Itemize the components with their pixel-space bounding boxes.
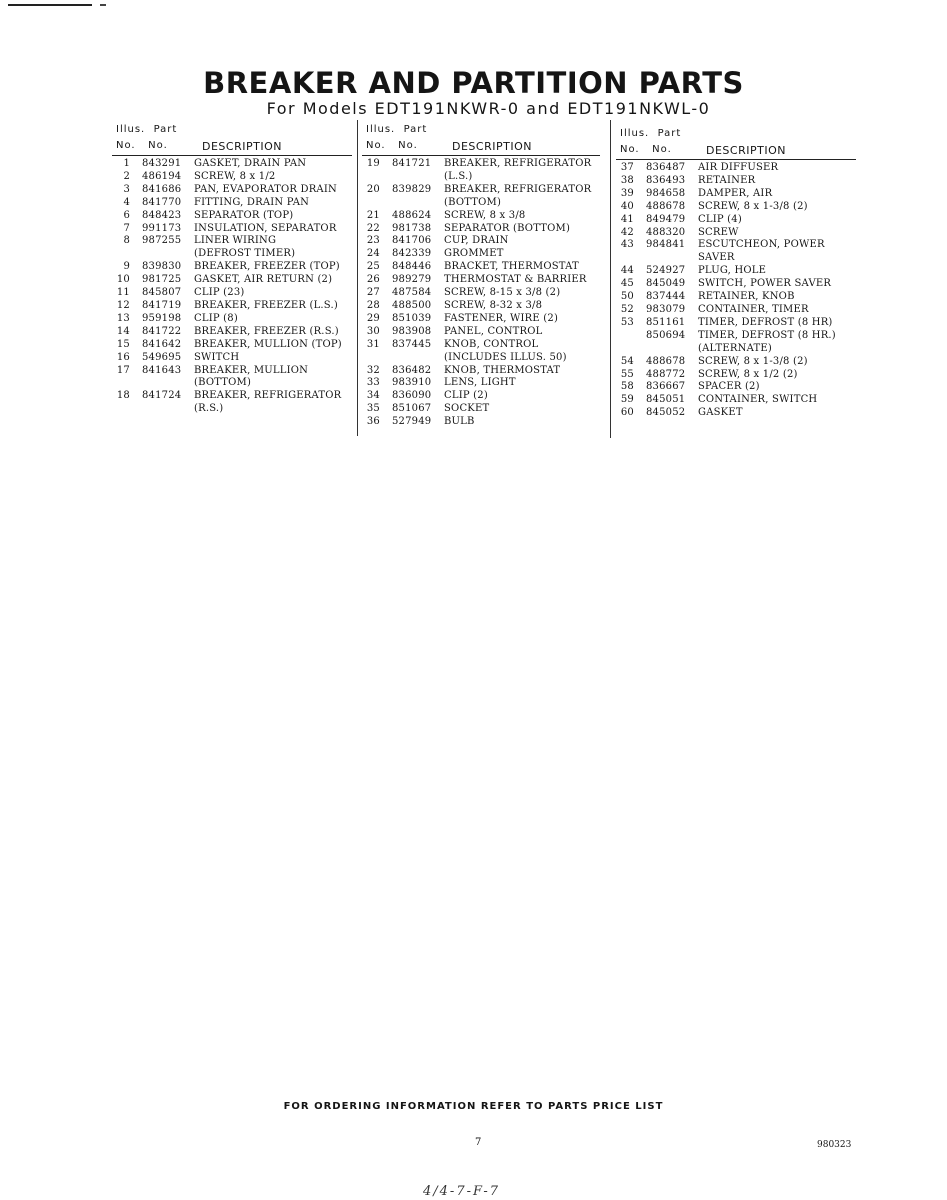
page-number: 7 <box>475 1137 482 1148</box>
part-number: 845052 <box>646 407 686 419</box>
parts-row <box>362 274 600 287</box>
part-description: SAVER <box>698 252 735 264</box>
parts-row <box>362 416 600 429</box>
part-number: 527949 <box>392 416 432 428</box>
part-description: PAN, EVAPORATOR DRAIN <box>194 183 337 195</box>
header-no: No. No. <box>366 140 418 151</box>
part-number: 488678 <box>646 200 686 212</box>
illus-number: 20 <box>366 183 380 195</box>
part-number: 981725 <box>142 274 182 286</box>
parts-row <box>616 291 856 304</box>
header-description: DESCRIPTION <box>452 140 532 153</box>
illus-number: 19 <box>366 158 380 169</box>
illus-number: 22 <box>366 222 380 234</box>
part-description: GASKET <box>698 407 743 419</box>
part-number: 845051 <box>646 394 686 406</box>
part-number: 841770 <box>142 196 182 208</box>
header-illus: Illus. Part <box>116 124 178 135</box>
parts-row <box>112 235 352 248</box>
header-no: No. No. <box>620 144 672 155</box>
part-number: 836667 <box>646 381 686 393</box>
illus-number: 53 <box>620 316 634 328</box>
illus-number: 60 <box>620 407 634 419</box>
part-number: 524927 <box>646 265 686 277</box>
parts-row <box>616 407 856 420</box>
part-description: PLUG, HOLE <box>698 265 767 277</box>
illus-number: 7 <box>123 222 130 234</box>
part-description: SEPARATOR (BOTTOM) <box>444 222 571 234</box>
illus-number: 39 <box>620 187 634 199</box>
parts-row <box>616 330 856 343</box>
part-description: BREAKER, REFRIGERATOR <box>444 158 592 169</box>
parts-row <box>362 300 600 313</box>
part-description: SEPARATOR (TOP) <box>194 209 294 221</box>
part-description: AIR DIFFUSER <box>698 162 779 173</box>
part-description: LENS, LIGHT <box>444 377 516 389</box>
model-subtitle: For Models EDT191NKWR-0 and EDT191NKWL-0 <box>266 99 711 118</box>
header-rule <box>362 155 600 156</box>
part-description: INSULATION, SEPARATOR <box>194 222 337 234</box>
part-description: CLIP (8) <box>194 312 238 324</box>
part-description: KNOB, THERMOSTAT <box>444 364 561 376</box>
illus-number: 18 <box>116 390 130 402</box>
parts-list <box>616 162 856 420</box>
part-description: (R.S.) <box>194 403 224 415</box>
part-description: RETAINER <box>698 174 756 186</box>
parts-row <box>112 377 352 390</box>
header-description: DESCRIPTION <box>202 140 282 153</box>
part-number: 486194 <box>142 170 182 182</box>
part-number: 959198 <box>142 312 182 324</box>
part-description: TIMER, DEFROST (8 HR.) <box>698 329 836 341</box>
illus-number: 43 <box>620 239 634 251</box>
column-header <box>112 120 352 158</box>
parts-row <box>616 356 856 369</box>
parts-row <box>112 210 352 223</box>
part-number: 851161 <box>646 316 686 328</box>
parts-row <box>362 365 600 378</box>
part-description: FASTENER, WIRE (2) <box>444 312 559 324</box>
parts-row <box>112 352 352 365</box>
parts-row <box>616 265 856 278</box>
part-description: SWITCH, POWER SAVER <box>698 278 832 290</box>
illus-number: 25 <box>366 261 380 273</box>
illus-number: 40 <box>620 200 634 212</box>
part-number: 981738 <box>392 222 432 234</box>
part-number: 841643 <box>142 364 182 376</box>
illus-number: 38 <box>620 174 634 186</box>
part-number: 841719 <box>142 299 182 311</box>
part-description: SCREW, 8 x 1-3/8 (2) <box>698 200 808 212</box>
illus-number: 11 <box>116 287 130 299</box>
part-description: CUP, DRAIN <box>444 235 509 247</box>
part-number: 991173 <box>142 222 182 234</box>
illus-number: 37 <box>620 162 634 173</box>
part-description: SCREW <box>698 226 739 238</box>
handwritten-note: 4/4-7-F-7 <box>423 1184 501 1199</box>
parts-row <box>112 158 352 171</box>
illus-number: 6 <box>123 209 130 221</box>
parts-row <box>616 227 856 240</box>
part-description: PANEL, CONTROL <box>444 325 543 337</box>
parts-row <box>362 390 600 403</box>
parts-row <box>362 248 600 261</box>
part-description: GROMMET <box>444 248 504 260</box>
part-description: CONTAINER, TIMER <box>698 303 809 315</box>
illus-number: 8 <box>123 235 130 247</box>
part-number: 488678 <box>646 355 686 367</box>
part-number: 987255 <box>142 235 182 247</box>
part-description: (DEFROST TIMER) <box>194 248 296 260</box>
parts-row <box>112 197 352 210</box>
part-description: SCREW, 8 x 1/2 (2) <box>698 368 798 380</box>
part-number: 983910 <box>392 377 432 389</box>
parts-row <box>362 287 600 300</box>
part-number: 841686 <box>142 183 182 195</box>
parts-row <box>112 326 352 339</box>
parts-row <box>362 235 600 248</box>
header-illus: Illus. Part <box>620 128 682 139</box>
parts-column-3 <box>616 120 856 420</box>
part-number: 984658 <box>646 187 686 199</box>
parts-row <box>362 339 600 352</box>
part-description: ESCUTCHEON, POWER <box>698 239 825 251</box>
illus-number: 59 <box>620 394 634 406</box>
part-description: CLIP (23) <box>194 287 245 299</box>
parts-row <box>616 381 856 394</box>
part-description: (ALTERNATE) <box>698 342 772 354</box>
part-description: THERMOSTAT & BARRIER <box>444 274 587 286</box>
part-description: BREAKER, FREEZER (R.S.) <box>194 325 339 337</box>
parts-row <box>112 300 352 313</box>
part-number: 848423 <box>142 209 182 221</box>
parts-row <box>362 261 600 274</box>
illus-number: 41 <box>620 213 634 225</box>
part-number: 841721 <box>392 158 432 169</box>
parts-column-2 <box>362 120 600 429</box>
part-description: BREAKER, FREEZER (L.S.) <box>194 299 338 311</box>
part-description: BULB <box>444 416 475 428</box>
parts-row <box>112 287 352 300</box>
illus-number: 12 <box>116 299 130 311</box>
illus-number: 32 <box>366 364 380 376</box>
parts-row <box>362 197 600 210</box>
illus-number: 15 <box>116 338 130 350</box>
illus-number: 24 <box>366 248 380 260</box>
parts-row <box>112 261 352 274</box>
part-number: 851067 <box>392 403 432 415</box>
part-number: 848446 <box>392 261 432 273</box>
part-number: 549695 <box>142 351 182 363</box>
part-description: CLIP (2) <box>444 390 488 402</box>
part-number: 989279 <box>392 274 432 286</box>
part-description: DAMPER, AIR <box>698 187 773 199</box>
part-description: SCREW, 8 x 1-3/8 (2) <box>698 355 808 367</box>
part-number: 850694 <box>646 329 686 341</box>
part-number: 843291 <box>142 158 182 169</box>
parts-list <box>112 158 352 416</box>
parts-row <box>362 223 600 236</box>
ordering-note: FOR ORDERING INFORMATION REFER TO PARTS PRICE LIST <box>283 1101 664 1112</box>
illus-number: 4 <box>123 196 130 208</box>
parts-row <box>616 317 856 330</box>
illus-number: 54 <box>620 355 634 367</box>
header-illus: Illus. Part <box>366 124 428 135</box>
part-number: 836487 <box>646 162 686 173</box>
parts-row <box>362 171 600 184</box>
parts-row <box>112 274 352 287</box>
top-dash <box>100 4 106 6</box>
part-number: 836090 <box>392 390 432 402</box>
page-title: BREAKER AND PARTITION PARTS <box>203 66 744 100</box>
part-description: SCREW, 8-15 x 3/8 (2) <box>444 287 561 299</box>
header-rule <box>112 155 352 156</box>
part-number: 488500 <box>392 299 432 311</box>
illus-number: 30 <box>366 325 380 337</box>
illus-number: 3 <box>123 183 130 195</box>
illus-number: 2 <box>123 170 130 182</box>
part-description: (BOTTOM) <box>194 377 252 389</box>
part-description: FITTING, DRAIN PAN <box>194 196 310 208</box>
parts-row <box>112 390 352 403</box>
part-number: 836493 <box>646 174 686 186</box>
part-description: (INCLUDES ILLUS. 50) <box>444 351 567 363</box>
parts-row <box>616 369 856 382</box>
illus-number: 34 <box>366 390 380 402</box>
part-description: SOCKET <box>444 403 490 415</box>
illus-number: 16 <box>116 351 130 363</box>
illus-number: 58 <box>620 381 634 393</box>
part-description: SCREW, 8 x 1/2 <box>194 170 276 182</box>
illus-number: 17 <box>116 364 130 376</box>
illus-number: 21 <box>366 209 380 221</box>
illus-number: 26 <box>366 274 380 286</box>
part-number: 851039 <box>392 312 432 324</box>
part-number: 837445 <box>392 338 432 350</box>
part-description: KNOB, CONTROL <box>444 338 539 350</box>
parts-row <box>112 313 352 326</box>
illus-number: 14 <box>116 325 130 337</box>
header-description: DESCRIPTION <box>706 144 786 157</box>
part-number: 837444 <box>646 291 686 303</box>
column-divider-1 <box>357 120 358 436</box>
parts-row <box>616 175 856 188</box>
column-header <box>616 124 856 162</box>
part-number: 836482 <box>392 364 432 376</box>
parts-row <box>616 343 856 356</box>
part-description: GASKET, AIR RETURN (2) <box>194 274 333 286</box>
illus-number: 55 <box>620 368 634 380</box>
part-description: (BOTTOM) <box>444 196 502 208</box>
parts-row <box>362 326 600 339</box>
part-number: 839829 <box>392 183 432 195</box>
parts-list <box>362 158 600 429</box>
part-description: BRACKET, THERMOSTAT <box>444 261 579 273</box>
part-description: CONTAINER, SWITCH <box>698 394 818 406</box>
parts-row <box>362 158 600 171</box>
parts-row <box>616 214 856 227</box>
illus-number: 42 <box>620 226 634 238</box>
part-number: 488624 <box>392 209 432 221</box>
column-divider-2 <box>610 120 611 438</box>
part-number: 842339 <box>392 248 432 260</box>
parts-row <box>362 210 600 223</box>
parts-row <box>616 278 856 291</box>
parts-row <box>616 304 856 317</box>
part-number: 845807 <box>142 287 182 299</box>
parts-row <box>616 239 856 252</box>
parts-column-1 <box>112 120 352 416</box>
part-number: 841706 <box>392 235 432 247</box>
part-description: SWITCH <box>194 351 240 363</box>
parts-row <box>616 162 856 175</box>
header-rule <box>616 159 856 160</box>
part-description: GASKET, DRAIN PAN <box>194 158 307 169</box>
illus-number: 1 <box>123 158 130 169</box>
part-description: SCREW, 8-32 x 3/8 <box>444 299 543 311</box>
illus-number: 27 <box>366 287 380 299</box>
part-number: 849479 <box>646 213 686 225</box>
column-header <box>362 120 600 158</box>
parts-row <box>112 365 352 378</box>
illus-number: 28 <box>366 299 380 311</box>
part-description: SCREW, 8 x 3/8 <box>444 209 526 221</box>
part-description: BREAKER, MULLION <box>194 364 309 376</box>
illus-number: 52 <box>620 303 634 315</box>
illus-number: 33 <box>366 377 380 389</box>
parts-row <box>616 394 856 407</box>
parts-row <box>112 248 352 261</box>
illus-number: 23 <box>366 235 380 247</box>
part-description: BREAKER, MULLION (TOP) <box>194 338 342 350</box>
part-description: CLIP (4) <box>698 213 742 225</box>
parts-row <box>362 352 600 365</box>
parts-row <box>362 377 600 390</box>
parts-row <box>112 223 352 236</box>
illus-number: 36 <box>366 416 380 428</box>
part-number: 984841 <box>646 239 686 251</box>
part-number: 841722 <box>142 325 182 337</box>
part-description: RETAINER, KNOB <box>698 291 795 303</box>
top-rule <box>8 4 92 6</box>
illus-number: 35 <box>366 403 380 415</box>
parts-row <box>616 188 856 201</box>
part-number: 845049 <box>646 278 686 290</box>
illus-number: 50 <box>620 291 634 303</box>
parts-row <box>112 171 352 184</box>
illus-number: 29 <box>366 312 380 324</box>
part-number: 983079 <box>646 303 686 315</box>
document-number: 980323 <box>817 1140 852 1150</box>
illus-number: 45 <box>620 278 634 290</box>
part-description: BREAKER, FREEZER (TOP) <box>194 261 340 273</box>
illus-number: 10 <box>116 274 130 286</box>
part-number: 487584 <box>392 287 432 299</box>
part-number: 488320 <box>646 226 686 238</box>
part-description: TIMER, DEFROST (8 HR) <box>698 316 833 328</box>
part-description: LINER WIRING <box>194 235 277 247</box>
part-number: 488772 <box>646 368 686 380</box>
part-description: (L.S.) <box>444 170 473 182</box>
illus-number: 13 <box>116 312 130 324</box>
part-description: BREAKER, REFRIGERATOR <box>444 183 592 195</box>
part-number: 839830 <box>142 261 182 273</box>
part-description: SPACER (2) <box>698 381 760 393</box>
parts-row <box>616 252 856 265</box>
part-number: 841642 <box>142 338 182 350</box>
parts-row <box>112 403 352 416</box>
part-description: BREAKER, REFRIGERATOR <box>194 390 342 402</box>
parts-row <box>362 403 600 416</box>
parts-row <box>112 339 352 352</box>
parts-row <box>616 201 856 214</box>
parts-row <box>362 313 600 326</box>
part-number: 841724 <box>142 390 182 402</box>
illus-number: 44 <box>620 265 634 277</box>
parts-row <box>112 184 352 197</box>
illus-number: 9 <box>123 261 130 273</box>
parts-row <box>362 184 600 197</box>
illus-number: 31 <box>366 338 380 350</box>
header-no: No. No. <box>116 140 168 151</box>
part-number: 983908 <box>392 325 432 337</box>
